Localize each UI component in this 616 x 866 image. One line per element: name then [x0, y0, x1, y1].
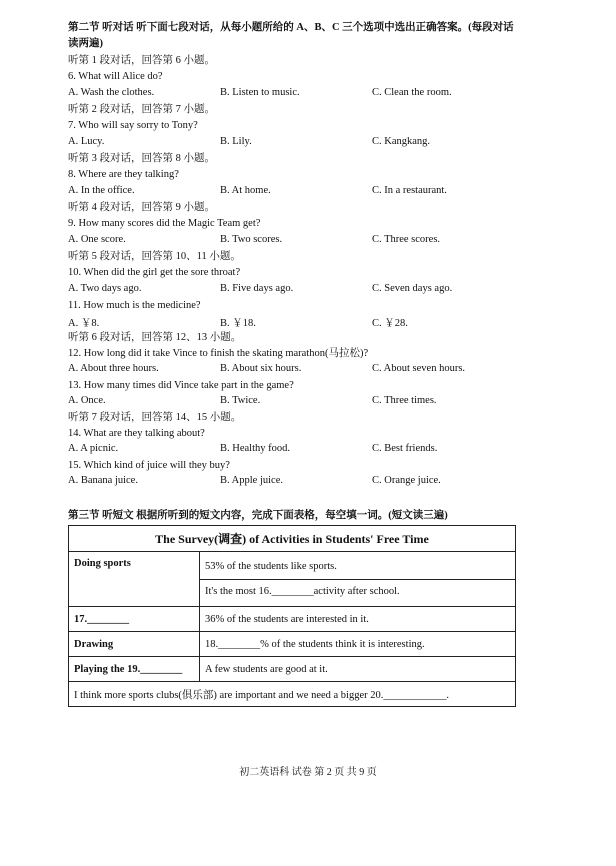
table-cell-line: 18.________% of the students think it is interesting.	[200, 632, 516, 657]
question: 14. What are they talking about?	[68, 428, 205, 439]
table-cell-line: 36% of the students are interested in it.	[200, 607, 516, 632]
option-c: C. Best friends.	[372, 443, 438, 454]
table-row-label: Playing the 19.________	[69, 657, 200, 682]
option-b: B. At home.	[220, 185, 271, 196]
question: 7. Who will say sorry to Tony?	[68, 120, 198, 131]
option-a: A. Once.	[68, 395, 106, 406]
survey-table	[68, 525, 516, 707]
table-cell-line: A few students are good at it.	[200, 657, 516, 682]
group-intro: 听第 2 段对话，回答第 7 小题。	[68, 104, 215, 115]
option-a: A. ￥8.	[68, 318, 100, 329]
option-a: A. One score.	[68, 234, 126, 245]
question: 6. What will Alice do?	[68, 71, 163, 82]
option-b: B. Healthy food.	[220, 443, 290, 454]
question: 13. How many times did Vince take part in the game?	[68, 380, 294, 391]
option-b: B. Twice.	[220, 395, 261, 406]
table-row-label: 17.________	[69, 607, 200, 632]
group-intro: 听第 3 段对话，回答第 8 小题。	[68, 153, 215, 164]
option-b: B. Five days ago.	[220, 283, 294, 294]
option-b: B. Lily.	[220, 136, 252, 147]
option-a: A. Two days ago.	[68, 283, 142, 294]
group-intro: 听第 6 段对话，回答第 12、13 小题。	[68, 332, 242, 343]
option-a: A. Wash the clothes.	[68, 87, 155, 98]
option-c: C. Kangkang.	[372, 136, 431, 147]
option-a: A. A picnic.	[68, 443, 119, 454]
option-c: C. About seven hours.	[372, 363, 466, 374]
group-intro: 听第 1 段对话，回答第 6 小题。	[68, 55, 215, 66]
option-a: A. In the office.	[68, 185, 135, 196]
option-a: A. Banana juice.	[68, 475, 138, 486]
table-footer-row: I think more sports clubs(俱乐部) are important and we need a bigger 20.____________.	[69, 682, 516, 707]
survey-table-title: The Survey(调查) of Activities in Students' Free Time	[69, 526, 516, 552]
question: 12. How long did it take Vince to finish the skating marathon(马拉松)?	[68, 348, 369, 359]
option-b: B. Two scores.	[220, 234, 283, 245]
page-footer: 初二英语科 试卷 第 2 页 共 9 页	[239, 767, 377, 778]
table-cell-line: 53% of the students like sports.	[200, 555, 515, 580]
option-c: C. ￥28.	[372, 318, 408, 329]
group-intro: 听第 4 段对话，回答第 9 小题。	[68, 202, 215, 213]
option-a: A. About three hours.	[68, 363, 159, 374]
option-a: A. Lucy.	[68, 136, 105, 147]
option-c: C. Three scores.	[372, 234, 441, 245]
group-intro: 听第 7 段对话，回答第 14、15 小题。	[68, 412, 242, 423]
table-row-cell	[200, 552, 516, 607]
section2-header-cont: 读两遍)	[68, 38, 103, 49]
table-cell-line: It's the most 16.________activity after school.	[205, 585, 400, 597]
table-row-label: Drawing	[69, 632, 200, 657]
option-b: B. ￥18.	[220, 318, 256, 329]
question: 9. How many scores did the Magic Team get?	[68, 218, 261, 229]
question: 10. When did the girl get the sore throat?	[68, 267, 241, 278]
option-b: B. Apple juice.	[220, 475, 283, 486]
option-c: C. In a restaurant.	[372, 185, 447, 196]
option-b: B. About six hours.	[220, 363, 302, 374]
question: 15. Which kind of juice will they buy?	[68, 460, 230, 471]
section2-header: 第二节 听对话 听下面七段对话，从每小题所给的 A、B、C 三个选项中选出正确答案。(每段对话	[68, 22, 514, 33]
section3-header: 第三节 听短文 根据所听到的短文内容，完成下面表格，每空填一词。(短文读三遍)	[68, 510, 448, 521]
option-c: C. Seven days ago.	[372, 283, 453, 294]
option-c: C. Three times.	[372, 395, 437, 406]
option-b: B. Listen to music.	[220, 87, 300, 98]
question: 8. Where are they talking?	[68, 169, 179, 180]
question: 11. How much is the medicine?	[68, 300, 201, 311]
option-c: C. Orange juice.	[372, 475, 441, 486]
option-c: C. Clean the room.	[372, 87, 452, 98]
table-row-label: Doing sports	[69, 552, 200, 607]
group-intro: 听第 5 段对话，回答第 10、11 小题。	[68, 251, 241, 262]
